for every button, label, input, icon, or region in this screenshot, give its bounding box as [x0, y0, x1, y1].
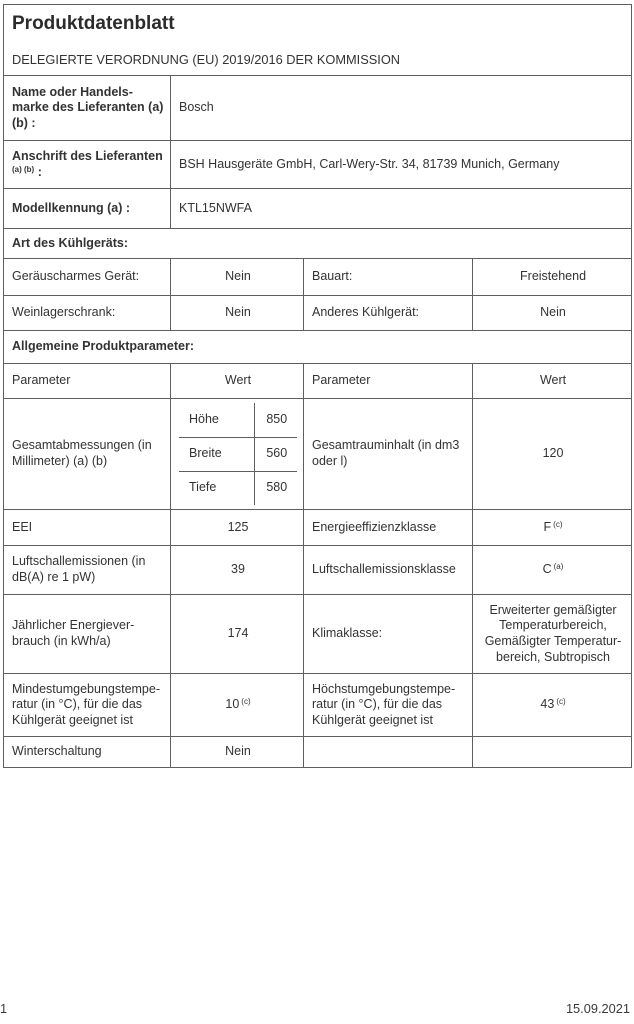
supplier-name-row: [4, 76, 632, 141]
table-row: [4, 737, 632, 768]
table-row: [4, 510, 632, 546]
page-number: 1: [0, 1001, 8, 1016]
quiet-appliance-label: Geräuscharmes Gerät:: [4, 259, 171, 296]
energy-class-footnote: (c): [553, 519, 563, 529]
model-label: Modellkennung (a) :: [4, 189, 171, 229]
energy-class-label: Energieeffizienzklasse: [304, 510, 473, 546]
max-ambient-temp-value: 43 $^{(c)}$: [473, 674, 632, 737]
design-type-value: Freistehend: [473, 259, 632, 296]
supplier-name-label: Name oder Handels-marke des Lieferanten (a) (b) :: [4, 76, 171, 141]
min-ambient-temp-footnote: (c): [241, 697, 251, 707]
type-section-row: [4, 229, 632, 259]
table-row: [4, 674, 632, 737]
total-volume-value: 120: [473, 399, 632, 510]
other-appliance-label: Anderes Kühlgerät:: [304, 296, 473, 331]
supplier-address-label-colon: :: [37, 164, 42, 179]
wine-storage-label: Weinlagerschrank:: [4, 296, 171, 331]
page-title: Produktdatenblatt: [12, 12, 175, 34]
type-section-heading: Art des Kühlgeräts:: [4, 229, 632, 259]
winter-setting-label: Winterschaltung: [4, 737, 171, 768]
table-row: [179, 437, 297, 471]
product-datasheet-table: [3, 4, 632, 768]
winter-setting-value: Nein: [171, 737, 304, 768]
table-row: [4, 259, 632, 296]
climate-class-value: Erweiterter gemäßigter Temperaturbereich, Gemäßigter Temperatur-bereich, Subtropisch: [473, 595, 632, 674]
dimensions-label: Gesamtabmessungen (in Millimeter) (a) (b): [4, 399, 171, 510]
table-row: [179, 471, 297, 505]
energy-class-value: F $^{(c)}$: [473, 510, 632, 546]
wine-storage-value: Nein: [171, 296, 304, 331]
dimension-depth-value: 580: [254, 471, 297, 505]
design-type-label: Bauart:: [304, 259, 473, 296]
max-ambient-temp-footnote: (c): [556, 697, 566, 707]
annual-energy-label: Jährlicher Energiever-brauch (in kWh/a): [4, 595, 171, 674]
dimension-width-label: Breite: [179, 437, 254, 471]
other-appliance-value: Nein: [473, 296, 632, 331]
climate-class-label: Klimaklasse:: [304, 595, 473, 674]
noise-class-label: Luftschallemissionsklasse: [304, 546, 473, 595]
max-ambient-temp-label: Höchstumgebungstempe-ratur (in °C), für die das Kühlgerät geeignet ist: [304, 674, 473, 737]
column-header-parameter-2: Parameter: [304, 364, 473, 399]
dimensions-subtable-cell: [171, 399, 304, 510]
supplier-name-value: Bosch: [171, 76, 632, 141]
title-row: [4, 5, 632, 76]
total-volume-label: Gesamtrauminhalt (in dm3 oder l): [304, 399, 473, 510]
column-header-wert-2: Wert: [473, 364, 632, 399]
model-value: KTL15NWFA: [171, 189, 632, 229]
noise-class-value: C $^{(a)}$: [473, 546, 632, 595]
supplier-address-label-main: Anschrift des Lieferanten: [12, 148, 163, 163]
empty-cell: [473, 737, 632, 768]
title-cell: [4, 5, 632, 76]
supplier-address-value: BSH Hausgeräte GmbH, Carl-Wery-Str. 34, 81739 Munich, Germany: [171, 141, 632, 189]
supplier-address-label-footnote: (a) (b): [12, 164, 35, 174]
supplier-address-row: [4, 141, 632, 189]
dimension-height-label: Höhe: [179, 403, 254, 437]
footer-date: 15.09.2021: [565, 1001, 630, 1016]
supplier-address-label: [4, 141, 171, 189]
parameters-section-heading: Allgemeine Produktparameter:: [4, 331, 632, 364]
annual-energy-value: 174: [171, 595, 304, 674]
dimension-depth-label: Tiefe: [179, 471, 254, 505]
eei-label: EEI: [4, 510, 171, 546]
column-header-row: [4, 364, 632, 399]
table-row: [4, 546, 632, 595]
table-row: [4, 595, 632, 674]
noise-class-footnote: (a): [553, 562, 564, 572]
min-ambient-temp-value: 10 $^{(c)}$: [171, 674, 304, 737]
noise-emissions-label: Luftschallemissionen (in dB(A) re 1 pW): [4, 546, 171, 595]
dimensions-row: [4, 399, 632, 510]
table-row: [179, 403, 297, 437]
empty-cell: [304, 737, 473, 768]
dimension-width-value: 560: [254, 437, 297, 471]
quiet-appliance-value: Nein: [171, 259, 304, 296]
table-row: [4, 296, 632, 331]
dimensions-subtable: [179, 403, 297, 505]
min-ambient-temp-label: Mindestumgebungstempe-ratur (in °C), für die das Kühlgerät geeignet ist: [4, 674, 171, 737]
regulation-subtitle: DELEGIERTE VERORDNUNG (EU) 2019/2016 DER KOMMISSION: [12, 52, 401, 68]
column-header-wert-1: Wert: [171, 364, 304, 399]
parameters-section-row: [4, 331, 632, 364]
eei-value: 125: [171, 510, 304, 546]
column-header-parameter-1: Parameter: [4, 364, 171, 399]
dimension-height-value: 850: [266, 411, 288, 426]
noise-emissions-value: 39: [171, 546, 304, 595]
model-row: [4, 189, 632, 229]
